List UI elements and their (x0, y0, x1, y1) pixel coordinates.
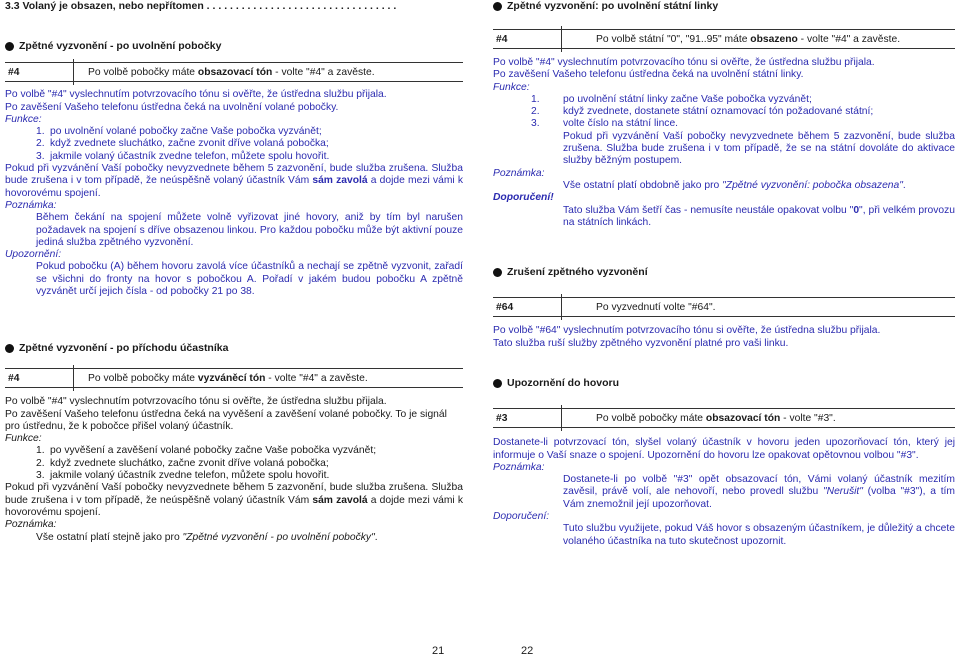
code-description: Po vyzvednutí volte "#64". (596, 302, 716, 314)
code-description: Po volbě pobočky máte obsazovací tón - volte "#3". (596, 413, 836, 425)
funkce-label: Funkce: (5, 433, 42, 445)
divider (561, 26, 562, 52)
section-title: Zrušení zpětného vyzvonění (493, 266, 955, 278)
code-description: Po volbě pobočky máte obsazovací tón - volte "#4" a zavěste. (88, 67, 375, 79)
funkce-label: Funkce: (5, 113, 42, 125)
section-header: Zpětné vyzvonění: po uvolnění státní linky (493, 0, 955, 12)
code-description: Po volbě státní "0", "91..95" máte obsazeno - volte "#4" a zavěste. (596, 34, 901, 45)
recommendation-text: Tuto službu využijete, pokud Váš hovor s obsazeným účastníkem, je důležitý a chcete volaného účastníka na tuto skutečnost upozornit. (563, 523, 955, 547)
code-box (5, 62, 463, 82)
paragraph: Po volbě "#64" vyslechnutím potvrzovacího tónu si ověřte, že ústředna službu přijala. (493, 325, 881, 337)
recommendation-label: Doporučení: (493, 511, 550, 523)
funkce-label: Funkce: (493, 81, 530, 93)
list-item: 2. když zvednete, dostanete státní oznamovací tón požadované státní; (531, 106, 874, 118)
paragraph: Po zavěšení Vašeho telefonu ústředna čeká na vyvěšení a zavěšení volané pobočky. To je signál pro ústřednu, že k pobočce přišel volaný účastník. (5, 408, 447, 432)
bullet-icon (493, 379, 502, 388)
list-item: 1. po uvolnění státní linky začne Vaše pobočka vyzvánět; (531, 93, 812, 105)
paragraph: Pokud při vyzvánění Vaší pobočky nevyzvednete během 5 zazvonění, bude služba zrušena. Služba bude zrušena i v tom případě, že se na státní dovoláte do aktivace služby běžným postupem. (563, 130, 955, 167)
page-number: 21 (432, 645, 445, 657)
list-item: 3. jakmile volaný účastník zvedne telefon, můžete spolu hovořit. (36, 470, 330, 482)
paragraph: Po zavěšení Vašeho telefonu ústředna čeká na uvolnění státní linky. (493, 69, 804, 81)
list-item: 1. po uvolnění volané pobočky začne Vaše pobočka vyzvánět; (36, 126, 322, 138)
code-label: #64 (496, 302, 514, 314)
code-box (5, 368, 463, 388)
code-label: #3 (496, 413, 508, 425)
divider (73, 365, 74, 391)
bullet-icon (493, 2, 502, 11)
divider (561, 294, 562, 320)
list-item: 2. když zvednete sluchátko, začne zvonit dříve volaná pobočka; (36, 457, 329, 469)
note-label: Poznámka: (5, 199, 57, 211)
note-label: Poznámka: (493, 167, 545, 179)
paragraph: Dostanete-li potvrzovací tón, slyšel volaný účastník v hovoru jeden upozorňovací tón, který jej informuje o Vaší snaze o spojení. Upozornění do hovoru lze opakovat opětovnou volbou "#3". (493, 437, 955, 461)
page-number: 22 (521, 645, 534, 657)
section-title: Upozornění do hovoru (493, 377, 955, 389)
bullet-icon (493, 268, 502, 277)
recommendation-label: Doporučení! (493, 192, 554, 204)
note-text: Během čekání na spojení můžete volně vyřizovat jiné hovory, aniž by tím byl narušen požadavek na spojení s dříve obsazenou linkou. Pro každou pobočku může být aktivní pouze jediná služba zpětného vyzvonění. (36, 212, 463, 248)
paragraph: Po volbě "#4" vyslechnutím potvrzovacího tónu si ověřte, že ústředna službu přijala. (5, 396, 387, 408)
paragraph: Po zavěšení Vašeho telefonu ústředna čeká na uvolnění volané pobočky. (5, 101, 339, 113)
warning-label: Upozornění: (5, 249, 62, 261)
paragraph: Pokud při vyzvánění Vaší pobočky nevyzvednete během 5 zazvonění, bude služba zrušena. Služba bude zrušena i v tom případě, že neúspěšně volaný účastník Vám sám zavolá a dojde mezi vámi k hovorovému spojení. (5, 482, 464, 518)
code-box (493, 29, 955, 49)
list-item: 1. po vyvěšení a zavěšení volané pobočky začne Vaše pobočka vyzvánět; (36, 445, 377, 457)
section-cancel-callback (493, 266, 955, 350)
section-title: Zpětné vyzvonění - po příchodu účastníka (5, 342, 463, 354)
bullet-icon (5, 344, 14, 353)
note-text: Dostanete-li po volbě "#3" opět obsazovací tón, Vámi volaný účastník mezitím zavěsil, právě volí, ale nehovoří, nebo provedl službu "Nerušit" (volba "#3"), a tím Vám znemožnil její upozorňovat. (563, 474, 955, 510)
list-item: 3. volte číslo na státní lince. (531, 118, 679, 130)
paragraph: Po volbě "#4" vyslechnutím potvrzovacího tónu si ověřte, že ústředna službu přijala. (493, 57, 875, 68)
code-description: Po volbě pobočky máte vyzváněcí tón - volte "#4" a zavěste. (88, 373, 368, 385)
section-callback-arrival (5, 342, 463, 544)
note-text: Vše ostatní platí obdobně jako pro "Zpětné vyzvonění: pobočka obsazena". (563, 179, 906, 191)
list-item: 2. když zvednete sluchátko, začne zvonit dříve volaná pobočka; (36, 138, 329, 150)
section-header: 3.3 Volaný je obsazen, nebo nepřítomen . . . . . . . . . . . . . . . . . . . . . . . . . . . . . . . . . (5, 0, 397, 12)
list-item: 3. jakmile volaný účastník zvedne telefon, můžete spolu hovořit. (36, 150, 330, 162)
recommendation-text: Tato služba Vám šetří čas - nemusíte neustále opakovat volbu "0", při velkém provozu na státních linkách. (563, 204, 955, 228)
paragraph: Pokud při vyzvánění Vaší pobočky nevyzvednete během 5 zazvonění, bude služba zrušena. Služba bude zrušena i v tom případě, že neúspěšně volaný účastník Vám sám zavolá a dojde mezi vámi k hovorovému spojení. (5, 163, 464, 199)
code-label: #4 (8, 67, 20, 79)
section-title: Zpětné vyzvonění - po uvolnění pobočky (5, 40, 463, 52)
section-callback-line (493, 29, 955, 229)
divider (73, 59, 74, 85)
note-label: Poznámka: (493, 461, 545, 473)
section-callback-release (5, 40, 463, 298)
code-label: #4 (496, 34, 508, 45)
code-box (493, 297, 955, 317)
section-call-waiting (493, 377, 955, 548)
code-box (493, 408, 955, 428)
bullet-icon (5, 42, 14, 51)
warning-text: Pokud pobočku (A) během hovoru zavolá více účastníků a nechají se zpětně vyzvonit, zařadí se všichni do fronty na hovor s pobočkou A. Pořadí v jakém budou pobočku A zpětně vyzvánět určí jejich čísla - od pobočky 21 po 38. (36, 261, 464, 298)
code-label: #4 (8, 373, 20, 385)
note-text: Vše ostatní platí stejně jako pro "Zpětné vyzvonění - po uvolnění pobočky". (36, 531, 378, 543)
divider (561, 405, 562, 431)
note-label: Poznámka: (5, 519, 57, 531)
paragraph: Po volbě "#4" vyslechnutím potvrzovacího tónu si ověřte, že ústředna službu přijala. (5, 89, 387, 101)
paragraph: Tato služba ruší služby zpětného vyzvonění platné pro vaši linku. (493, 337, 789, 349)
